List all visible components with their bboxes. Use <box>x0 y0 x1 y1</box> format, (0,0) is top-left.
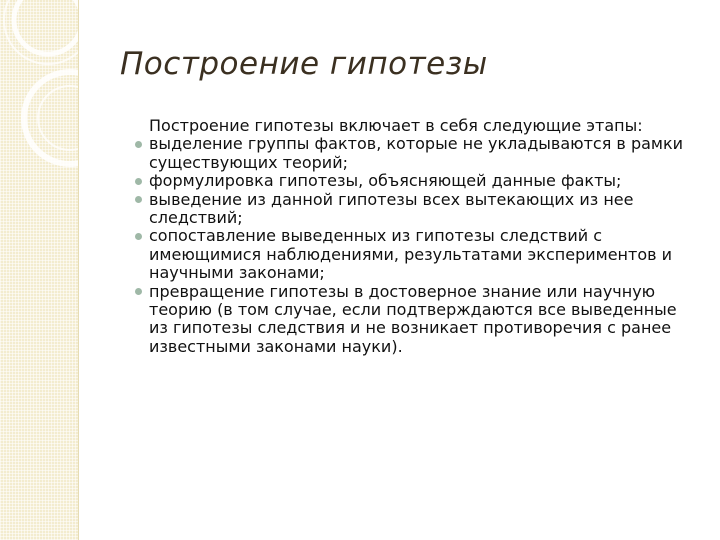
list-item <box>149 135 694 172</box>
slide-title: Построение гипотезы <box>120 46 488 82</box>
list-item-text: превращение гипотезы в достоверное знание или научную теорию (в том случае, если подтверждаются все выведенные из гипотезы следствия и не возникает противоречия с ранее известными законами науки). <box>149 281 677 356</box>
slide-body <box>149 117 694 356</box>
list-item <box>149 191 694 228</box>
list-item-text: сопоставление выведенных из гипотезы следствий с имеющимися наблюдениями, результатами экспериментов и научными законами; <box>149 226 673 283</box>
list-item <box>149 283 694 357</box>
decorative-side-strip <box>0 0 79 540</box>
round-bullet-icon <box>135 288 142 295</box>
list-item-text: формулировка гипотезы, объясняющей данные факты; <box>149 171 622 191</box>
round-bullet-icon <box>135 233 142 240</box>
list-item-text: выделение группы фактов, которые не укладываются в рамки существующих теорий; <box>149 134 684 172</box>
list-item-text: выведение из данной гипотезы всех вытекающих из нее следствий; <box>149 189 634 228</box>
round-bullet-icon <box>135 141 142 148</box>
list-item <box>149 172 694 190</box>
list-item <box>149 227 694 282</box>
bullet-list <box>149 135 694 356</box>
concentric-arcs-decoration <box>0 0 78 540</box>
round-bullet-icon <box>135 196 142 203</box>
round-bullet-icon <box>135 178 142 185</box>
intro-text: Построение гипотезы включает в себя следующие этапы: <box>149 116 643 135</box>
